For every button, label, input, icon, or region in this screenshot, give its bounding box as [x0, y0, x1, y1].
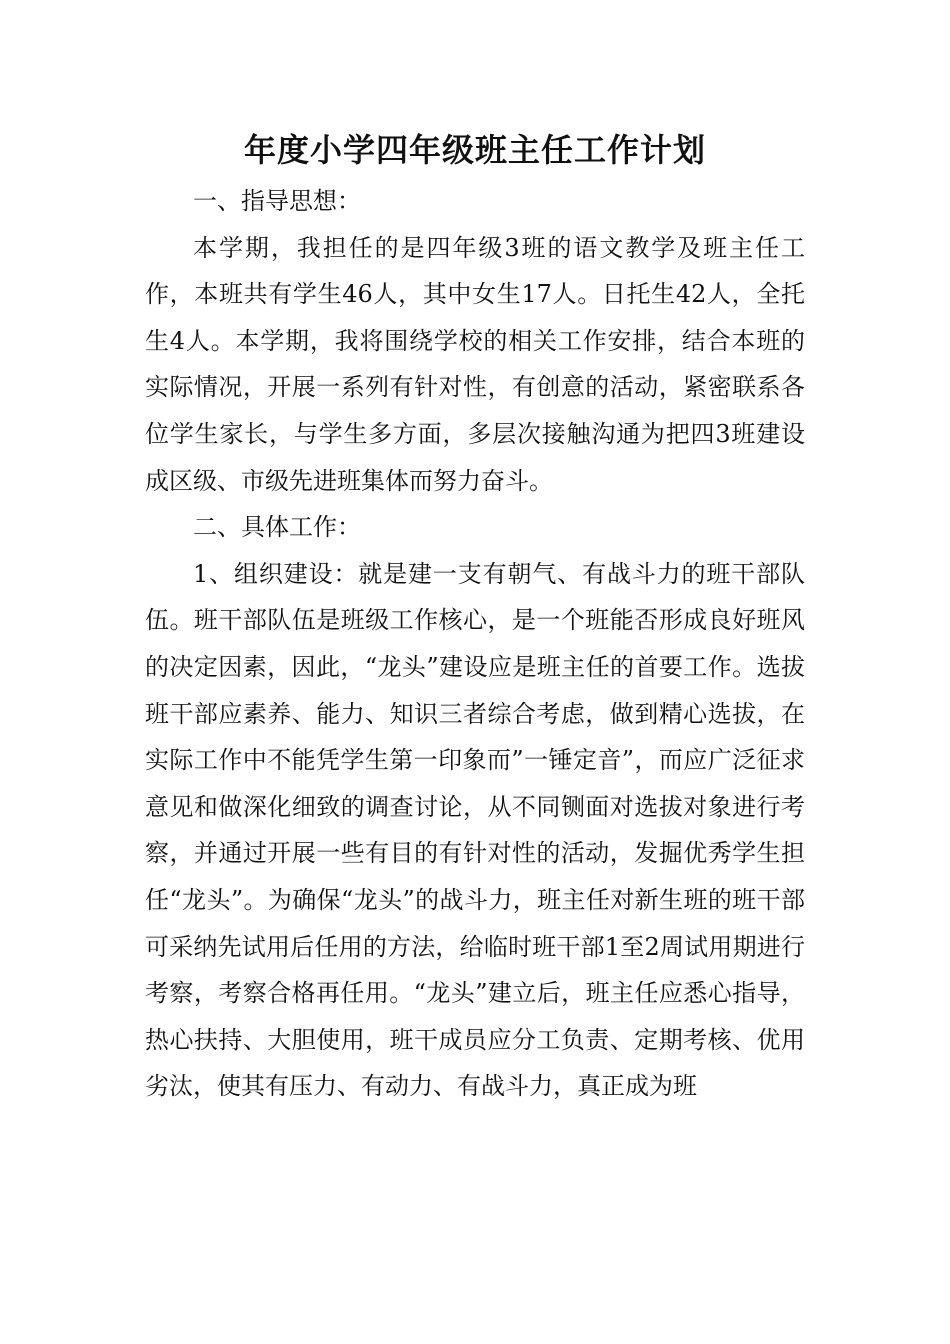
document-body [145, 178, 805, 1110]
section-heading-specific-work: 二、具体工作： [193, 513, 361, 542]
section-heading-guiding-thought: 一、指导思想： [193, 187, 361, 215]
paragraph-organization-building: 1、组织建设：就是建一支有朝气、有战斗力的班干部队伍。班干部队伍是班级工作核心，是一个班能否形成良好班风的决定因素，因此，“龙头”建设应是班主任的首要工作。选拔班干部应素养、能力、知识三者综合考虑，做到精心选拔，在实际工作中不能凭学生第一印象而”一锤定音”，而应广泛征求意见和做深化细致的调查讨论，从不同铡面对选拔对象进行考察，并通过开展一些有目的有针对性的活动，发掘优秀学生担任“龙头”。为确保“龙头”的战斗力，班主任对新生班的班干部可采纳先试用后任用的方法，给临时班干部1至2周试用期进行考察，考察合格再任用。“龙头”建立后，班主任应悉心指导，热心扶持、大胆使用，班干成员应分工负责、定期考核、优用劣汰，使其有压力、有动力、有战斗力，真正成为班 [145, 559, 805, 1101]
paragraph-intro: 本学期，我担任的是四年级3班的语文教学及班主任工作，本班共有学生46人，其中女生17人。日托生42人，全托生4人。本学期，我将围绕学校的相关工作安排，结合本班的实际情况，开展一系列有针对性，有创意的活动，紧密联系各位学生家长，与学生多方面，多层次接触沟通为把四3班建设成区级、市级先进班集体而努力奋斗。 [145, 233, 805, 495]
document-title: 年度小学四年级班主任工作计划 [243, 131, 706, 169]
